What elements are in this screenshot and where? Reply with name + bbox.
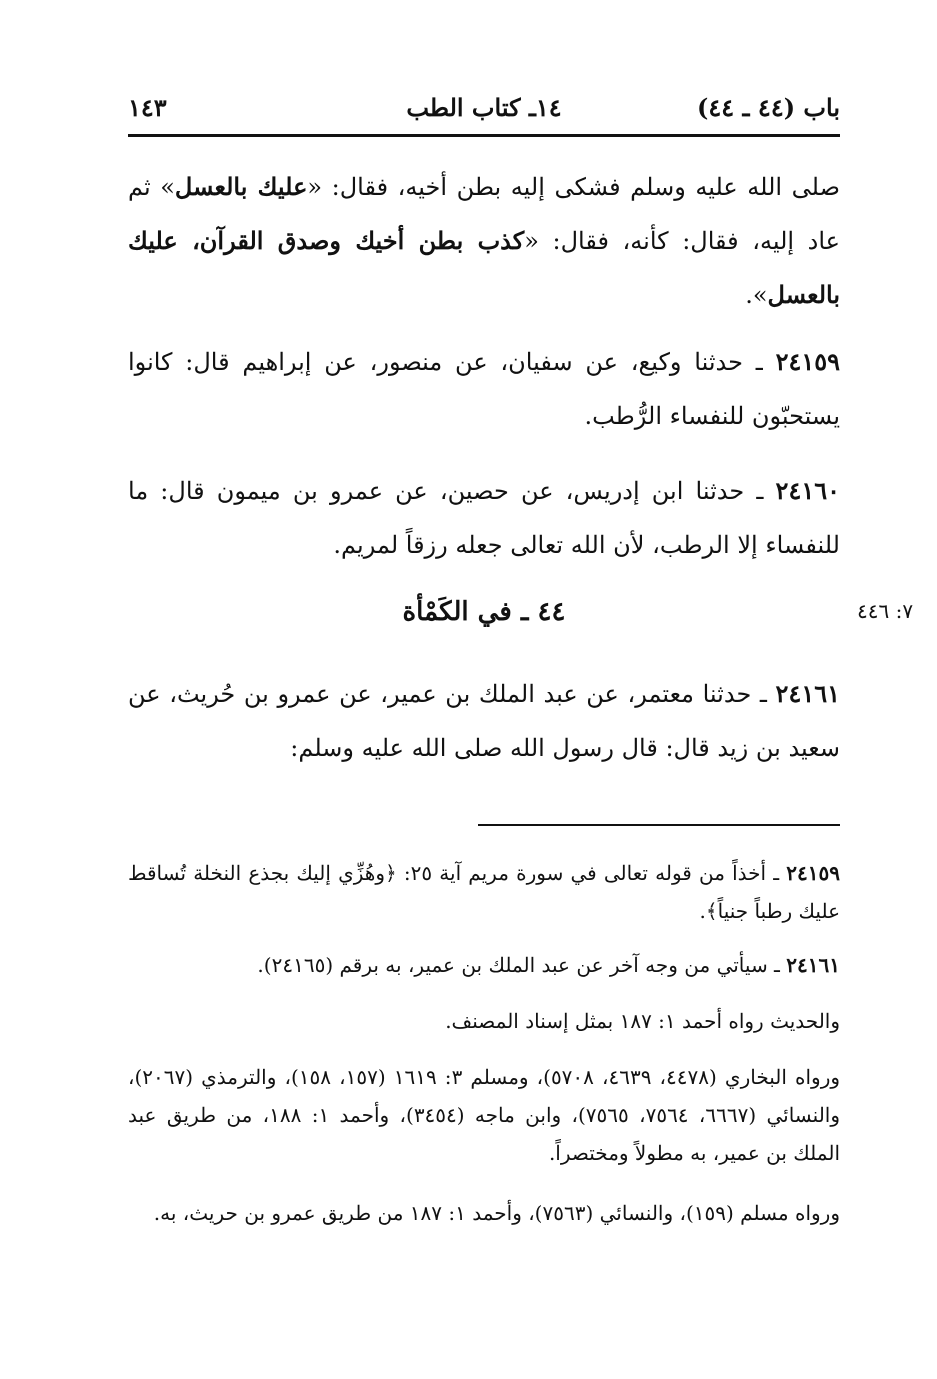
footnote-bukhari: ورواه البخاري (٤٤٧٨، ٤٦٣٩، ٥٧٠٨)، ومسلم ٣: ١٦١٩ (١٥٧، ١٥٨)، والترمذي (٢٠٦٧)، والنسائي (٦٦٦٧، ٧٥٦٤، ٧٥٦٥)، وابن ماجه (٣٤٥٤)، وأحمد ١: ١٨٨، من طريق عبد الملك بن عمير، به مطولاً ومختصراً.	[128, 1065, 841, 1165]
footnote-muslim: ورواه مسلم (١٥٩)، والنسائي (٧٥٦٣)، وأحمد ١: ١٨٧ من طريق عمرو بن حريث، به.	[153, 1201, 840, 1225]
hadith-24160: ٢٤١٦٠ ـ حدثنا ابن إدريس، عن حصين، عن عمرو بن ميمون قال: ما للنفساء إلا الرطب، لأن الله تعالى جعله رزقاً لمريم.	[128, 476, 840, 559]
book-title: ١٤ـ كتاب الطب	[406, 93, 562, 122]
footnote-rule	[478, 824, 840, 826]
footnote-24161: ٢٤١٦١ ـ سيأتي من وجه آخر عن عبد الملك بن عمير، به برقم (٢٤١٦٥).	[257, 953, 840, 977]
hadith-number: ٢٤١٦١	[775, 679, 840, 708]
chapter-heading: ٤٤ ـ في الكَمْأة	[402, 597, 566, 627]
hadith-number: ٢٤١٥٩	[775, 347, 841, 376]
paragraph-continuation: صلى الله عليه وسلم فشكى إليه بطن أخيه، فقال: «عليك بالعسل» ثم عاد إليه، فقال: كأنه، فقال: «كذب بطن أخيك وصدق القرآن، عليك بالعسل».	[128, 172, 841, 309]
hadith-number: ٢٤١٦٠	[775, 476, 840, 505]
page-number: ١٤٣	[128, 93, 167, 122]
footnote-ahmad: والحديث رواه أحمد ١: ١٨٧ بمثل إسناد المصنف.	[445, 1009, 840, 1033]
margin-reference: ٧: ٤٤٦	[857, 599, 914, 623]
running-header	[128, 88, 840, 128]
header-rule	[128, 134, 840, 137]
section-range: باب (٤٤ ـ ٤٤)	[697, 93, 840, 122]
hadith-24161: ٢٤١٦١ ـ حدثنا معتمر، عن عبد الملك بن عمير، عن عمرو بن حُريث، عن سعيد بن زيد قال: قال رسول الله صلى الله عليه وسلم:	[128, 679, 840, 762]
hadith-24159: ٢٤١٥٩ ـ حدثنا وكيع، عن سفيان، عن منصور، عن إبراهيم قال: كانوا يستحبّون للنفساء الرُّطب.	[128, 347, 841, 430]
footnote-24159: ٢٤١٥٩ ـ أخذاً من قوله تعالى في سورة مريم آية ٢٥: ﴿وهُزِّي إليك بجذع النخلة تُساقط عليك رطباً جنياً﴾.	[128, 861, 841, 923]
